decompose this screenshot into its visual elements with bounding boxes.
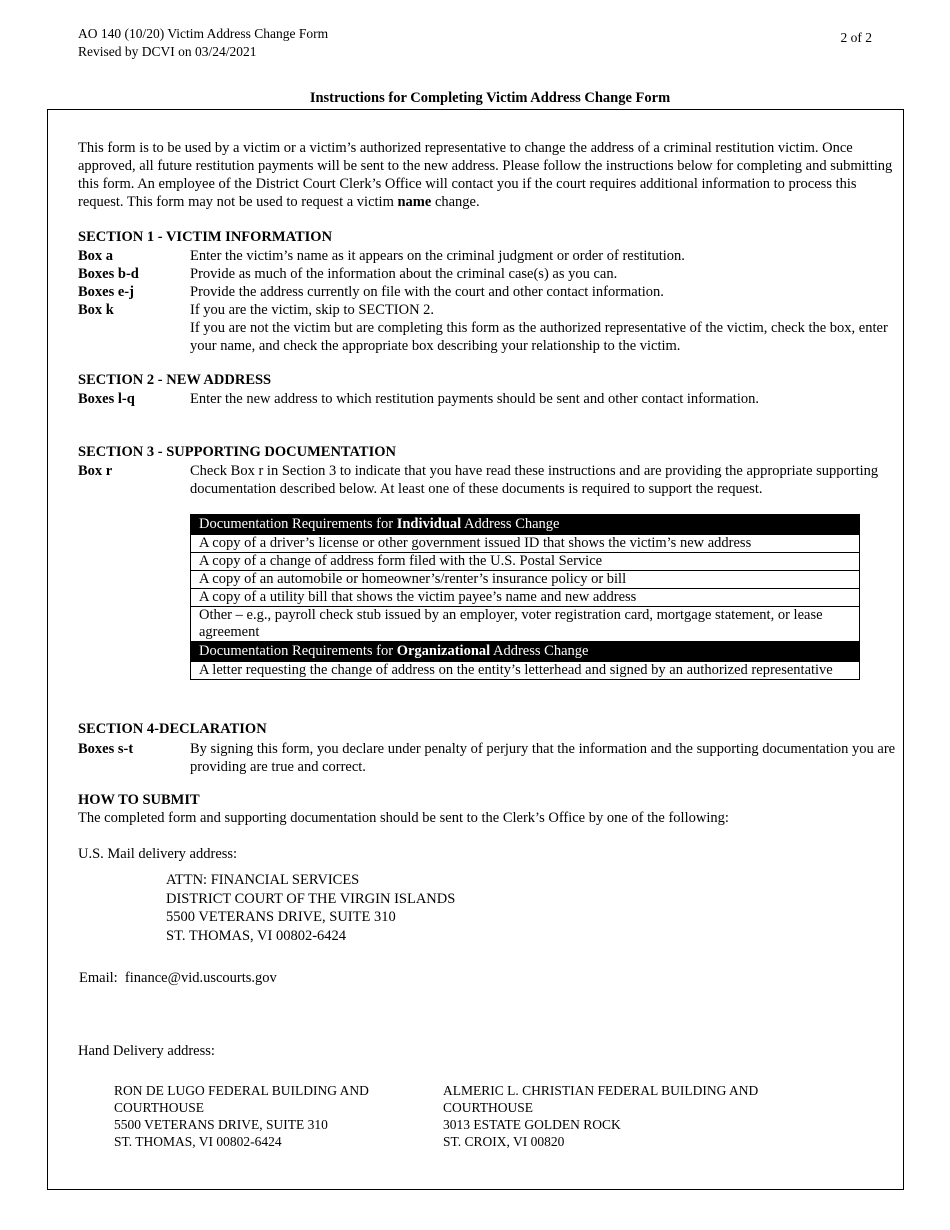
section1-row xyxy=(78,283,900,301)
section1-heading: SECTION 1 - VICTIM INFORMATION xyxy=(78,229,333,245)
documentation-table xyxy=(190,514,860,680)
mail-label: U.S. Mail delivery address: xyxy=(78,846,238,862)
header-bold: Individual xyxy=(396,516,462,532)
section1-row xyxy=(78,319,900,355)
table-cell: A letter requesting the change of address on the entity’s letterhead and signed by an authorized representative xyxy=(191,662,860,680)
table-row xyxy=(191,553,860,571)
address-line: RON DE LUGO FEDERAL BUILDING AND xyxy=(114,1083,369,1098)
table-header-organizational xyxy=(191,642,860,662)
email-label: Email: xyxy=(79,970,118,986)
table-row xyxy=(191,607,860,642)
revision-note: Revised by DCVI on 03/24/2021 xyxy=(78,44,257,59)
table-cell: A copy of a change of address form filed with the U.S. Postal Service xyxy=(191,553,860,571)
header-text: Documentation Requirements for xyxy=(199,643,397,659)
row-key: Box a xyxy=(78,248,114,264)
email-line xyxy=(79,970,277,987)
form-header xyxy=(78,25,328,61)
table-cell: A copy of a utility bill that shows the victim payee’s name and new address xyxy=(191,589,860,607)
address-line: ATTN: FINANCIAL SERVICES xyxy=(166,872,360,888)
mail-address xyxy=(166,871,455,945)
row-key: Boxes s-t xyxy=(78,741,134,757)
header-text: Address Change xyxy=(461,516,560,532)
row-text: By signing this form, you declare under penalty of perjury that the information and the supporting documentation you are providing are true and correct. xyxy=(190,741,896,775)
row-key: Box r xyxy=(78,463,113,479)
email-address[interactable]: finance@vid.uscourts.gov xyxy=(124,970,277,986)
intro-bold-word: name xyxy=(397,194,432,210)
row-text: Provide the address currently on file with the court and other contact information. xyxy=(190,284,664,300)
address-line: ALMERIC L. CHRISTIAN FEDERAL BUILDING AND xyxy=(443,1083,759,1098)
table-row xyxy=(191,571,860,589)
table-cell: Other – e.g., payroll check stub issued by an employer, voter registration card, mortgage statement, or lease agreement xyxy=(191,607,860,642)
section3-heading: SECTION 3 - SUPPORTING DOCUMENTATION xyxy=(78,444,396,460)
section4-row xyxy=(78,740,900,776)
section2-heading: SECTION 2 - NEW ADDRESS xyxy=(78,372,272,388)
row-key: Boxes l-q xyxy=(78,391,135,407)
row-text: Check Box r in Section 3 to indicate that you have read these instructions and are providing the appropriate supporting documentation described below. At least one of these documents is required to support the request. xyxy=(190,463,879,497)
submit-text: The completed form and supporting documentation should be sent to the Clerk’s Office by one of the following: xyxy=(78,810,729,826)
address-line: 5500 VETERANS DRIVE, SUITE 310 xyxy=(166,909,396,925)
header-text: Documentation Requirements for xyxy=(199,516,397,532)
intro-end: change. xyxy=(431,194,480,210)
intro-paragraph xyxy=(78,139,900,211)
table-row xyxy=(191,662,860,680)
address-line: ST. CROIX, VI 00820 xyxy=(443,1134,565,1149)
hand-delivery-label: Hand Delivery address: xyxy=(78,1043,215,1059)
address-line: 5500 VETERANS DRIVE, SUITE 310 xyxy=(114,1117,328,1132)
intro-text: This form is to be used by a victim or a victim’s authorized representative to change the address of a criminal restitution victim. Once approved, all future restitution payments will be sent to the new address. Please follow the instructions below for completing and submitting this form. An employee of the District Court Clerk’s Office will contact you if the court requires additional information to process this request. This form may not be used to request a victim xyxy=(78,140,893,210)
row-key: Box k xyxy=(78,302,114,318)
row-text: Enter the victim’s name as it appears on the criminal judgment or order of restitution. xyxy=(190,248,685,264)
header-bold: Organizational xyxy=(396,643,491,659)
address-line: COURTHOUSE xyxy=(443,1100,533,1115)
address-line: COURTHOUSE xyxy=(114,1100,204,1115)
table-row xyxy=(191,589,860,607)
row-text: Provide as much of the information about the criminal case(s) as you can. xyxy=(190,266,618,282)
section1-row xyxy=(78,265,900,283)
table-cell: A copy of an automobile or homeowner’s/renter’s insurance policy or bill xyxy=(191,571,860,589)
section2-row xyxy=(78,390,900,408)
form-id: AO 140 (10/20) Victim Address Change Form xyxy=(78,26,329,41)
row-key: Boxes b-d xyxy=(78,266,139,282)
address-line: DISTRICT COURT OF THE VIRGIN ISLANDS xyxy=(166,890,456,907)
row-key: Boxes e-j xyxy=(78,284,134,300)
row-text: Enter the new address to which restitution payments should be sent and other contact information. xyxy=(190,391,759,407)
hand-address-stcroix xyxy=(443,1082,758,1150)
table-cell: A copy of a driver’s license or other government issued ID that shows the victim’s new address xyxy=(191,535,860,553)
section3-row xyxy=(78,462,900,498)
address-line: 3013 ESTATE GOLDEN ROCK xyxy=(443,1117,621,1132)
table-row xyxy=(191,535,860,553)
hand-address-stthomas xyxy=(114,1082,369,1150)
section4-heading: SECTION 4-DECLARATION xyxy=(78,721,267,737)
section1-row xyxy=(78,301,900,319)
row-text: If you are not the victim but are completing this form as the authorized representative of the victim, check the box, enter your name, and check the appropriate box describing your relationship to the victim. xyxy=(190,320,888,354)
page-title: Instructions for Completing Victim Address Change Form xyxy=(309,90,671,106)
table-header-individual xyxy=(191,515,860,535)
submit-heading: HOW TO SUBMIT xyxy=(78,792,200,808)
address-line: ST. THOMAS, VI 00802-6424 xyxy=(166,927,347,944)
row-key xyxy=(78,319,190,355)
address-line: ST. THOMAS, VI 00802-6424 xyxy=(114,1134,282,1149)
header-text: Address Change xyxy=(490,643,589,659)
section1-row xyxy=(78,247,900,265)
page-number: 2 of 2 xyxy=(840,30,872,45)
row-text: If you are the victim, skip to SECTION 2. xyxy=(190,302,435,318)
